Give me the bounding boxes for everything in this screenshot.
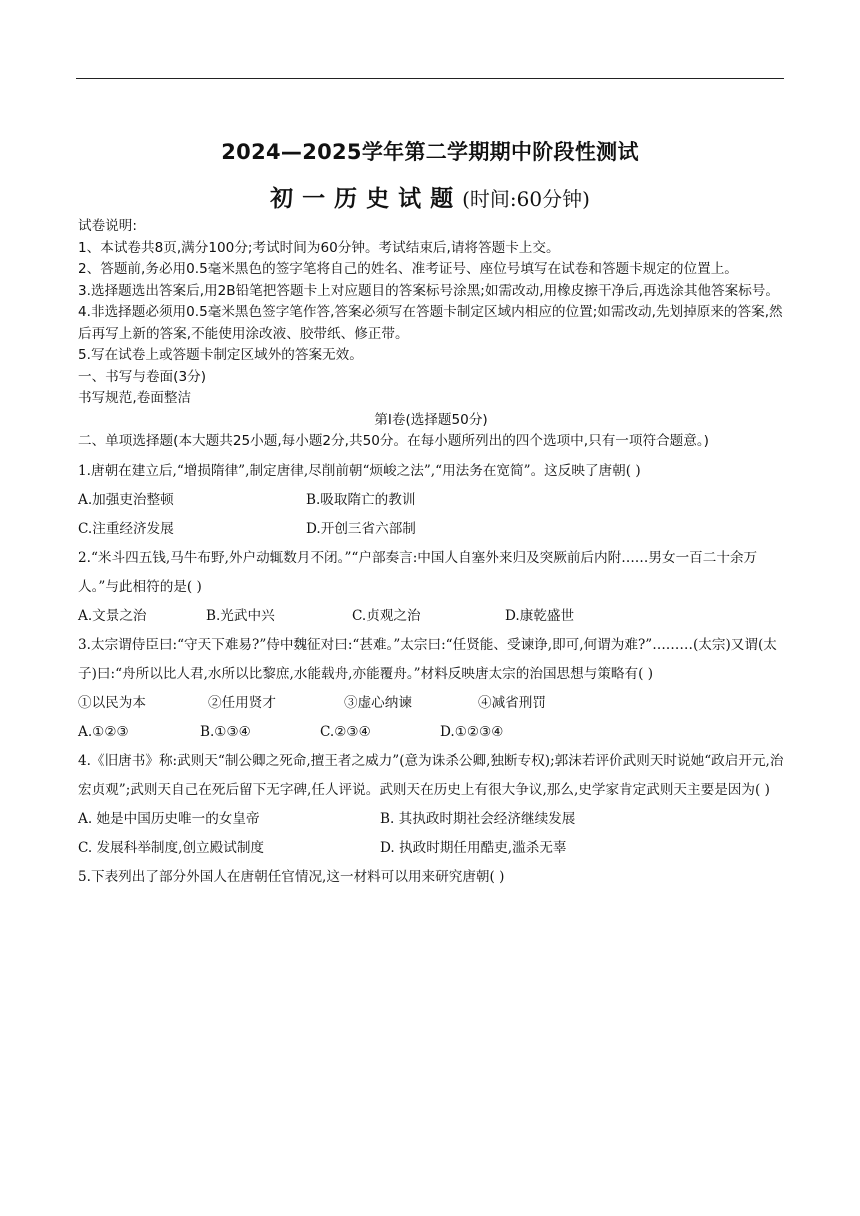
subject-title: 初一历史试题 bbox=[270, 186, 463, 212]
option-b: B.吸取隋亡的教训 bbox=[306, 491, 416, 508]
option-b: B. 其执政时期社会经济继续发展 bbox=[380, 810, 576, 827]
instruction-item: 1、本试卷共8页,满分100分;考试时间为60分钟。考试结束后,请将答题卡上交。 bbox=[78, 239, 560, 256]
instructions bbox=[78, 216, 784, 453]
option-b: B.①③④ bbox=[200, 723, 251, 740]
question-stem: 1.唐朝在建立后,“增损隋律”,制定唐律,尽削前朝“烦峻之法”,“用法务在宽简”。这反映了唐朝( ) bbox=[78, 462, 641, 479]
exam-subtitle bbox=[0, 180, 860, 213]
instructions-heading: 试卷说明: bbox=[78, 218, 137, 234]
option-a: A.加强吏治整顿 bbox=[78, 491, 174, 508]
option-d: D.开创三省六部制 bbox=[306, 520, 416, 537]
statement-item: ④减省刑罚 bbox=[478, 694, 546, 711]
options-row bbox=[78, 805, 784, 834]
part1-title: 第Ⅰ卷(选择题50分) bbox=[374, 411, 488, 428]
option-c: C.贞观之治 bbox=[352, 607, 421, 624]
section1-text: 书写规范,卷面整洁 bbox=[78, 390, 192, 406]
option-c: C.②③④ bbox=[320, 723, 371, 740]
statements-row bbox=[78, 689, 784, 718]
time-limit: (时间:60分钟) bbox=[462, 187, 590, 211]
instruction-item: 5.写在试卷上或答题卡制定区域外的答案无效。 bbox=[78, 347, 363, 363]
question-stem: 3.太宗谓侍臣曰:“守天下难易?”侍中魏征对曰:“甚难。”太宗曰:“任贤能、受谏诤,即可,何谓为难?”………(太宗)又谓(太子)曰:“舟所以比人君,水所以比黎庶,水能载舟,亦能覆舟。”材料反映唐太宗的治国思想与策略有( ) bbox=[78, 636, 777, 682]
option-d: D. 执政时期任用酷吏,滥杀无辜 bbox=[380, 839, 567, 856]
instruction-item: 2、答题前,务必用0.5毫米黑色的签字笔将自己的姓名、准考证号、座位号填写在试卷和答题卡规定的位置上。 bbox=[78, 261, 738, 277]
question-stem: 2.“米斗四五钱,马牛布野,外户动辄数月不闭。”“户部奏言:中国人自塞外来归及突厥前后内附……男女一百二十余万人。”与此相符的是( ) bbox=[78, 549, 758, 595]
options-row bbox=[78, 834, 784, 863]
question-stem: 5.下表列出了部分外国人在唐朝任官情况,这一材料可以用来研究唐朝( ) bbox=[78, 868, 505, 885]
statement-item: ②任用贤才 bbox=[208, 694, 276, 711]
option-c: C.注重经济发展 bbox=[78, 520, 174, 537]
option-d: D.①②③④ bbox=[440, 723, 504, 740]
option-a: A. 她是中国历史唯一的女皇帝 bbox=[78, 810, 260, 827]
header-rule bbox=[76, 78, 784, 79]
options-row bbox=[78, 602, 784, 631]
section2-title: 二、单项选择题(本大题共25小题,每小题2分,共50分。在每小题所列出的四个选项中,只有一项符合题意。) bbox=[78, 433, 709, 449]
exam-content bbox=[78, 216, 784, 892]
option-d: D.康乾盛世 bbox=[505, 607, 575, 624]
exam-title: 2024—2025学年第二学期期中阶段性测试 bbox=[221, 140, 639, 164]
section1-title: 一、书写与卷面(3分) bbox=[78, 368, 207, 385]
options-row bbox=[78, 515, 784, 544]
instruction-item: 3.选择题选出答案后,用2B铅笔把答题卡上对应题目的答案标号涂黑;如需改动,用橡皮擦干净后,再选涂其他答案标号。 bbox=[78, 282, 779, 299]
instruction-item: 4.非选择题必须用0.5毫米黑色签字笔作答,答案必须写在答题卡制定区域内相应的位置;如需改动,先划掉原来的答案,然后再写上新的答案,不能使用涂改液、胶带纸、修正带。 bbox=[78, 304, 783, 342]
options-row bbox=[78, 718, 784, 747]
option-c: C. 发展科举制度,创立殿试制度 bbox=[78, 839, 265, 856]
options-row bbox=[78, 486, 784, 515]
option-a: A.文景之治 bbox=[78, 607, 147, 624]
statement-item: ①以民为本 bbox=[78, 694, 146, 711]
option-b: B.光武中兴 bbox=[206, 607, 275, 624]
question-stem: 4.《旧唐书》称:武则天“制公卿之死命,擅王者之威力”(意为诛杀公卿,独断专权);郭沫若评价武则天时说她“政启开元,治宏贞观”;武则天自己在死后留下无字碑,任人评说。武则天在历史上有很大争议,那么,史学家肯定武则天主要是因为( ) bbox=[78, 752, 784, 798]
statement-item: ③虚心纳谏 bbox=[344, 694, 412, 711]
questions bbox=[78, 457, 784, 892]
option-a: A.①②③ bbox=[78, 723, 129, 740]
